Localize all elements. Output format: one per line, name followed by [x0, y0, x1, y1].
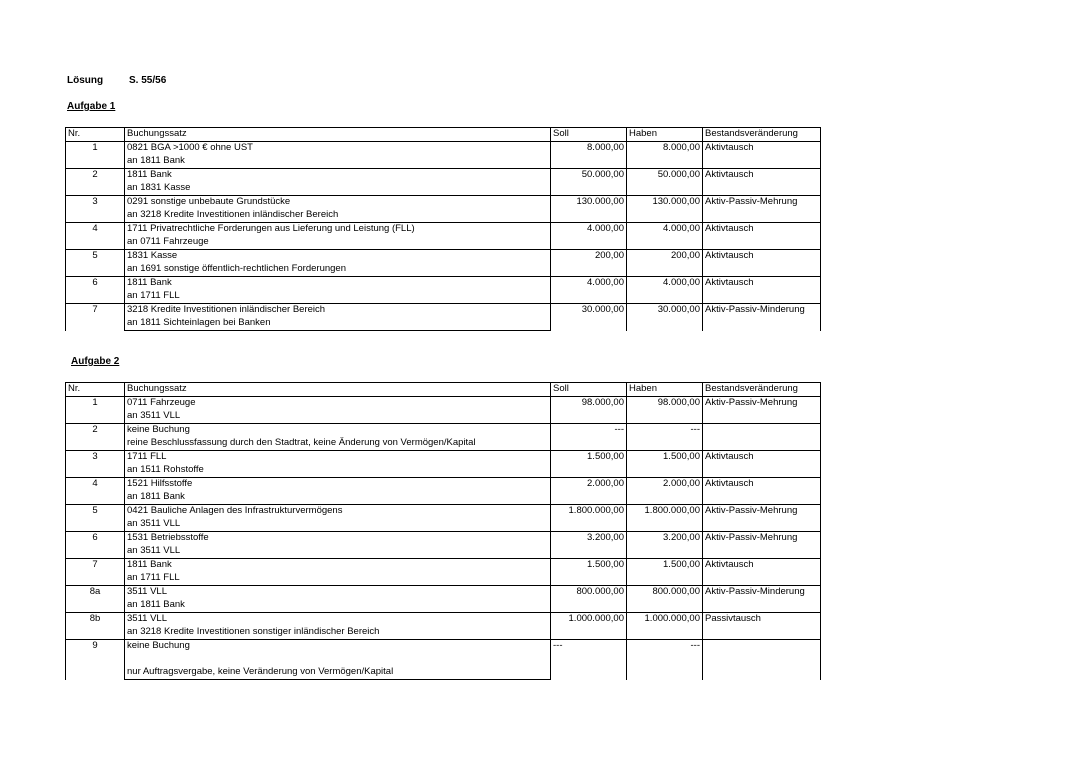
- haben-amount: 800.000,00: [627, 586, 703, 613]
- table-row: [66, 640, 821, 680]
- entry-number: 2: [66, 169, 125, 196]
- bestand-type: [703, 640, 821, 680]
- soll-amount: 3.200,00: [551, 532, 627, 559]
- soll-amount: 4.000,00: [551, 277, 627, 304]
- entry-number: 5: [66, 250, 125, 277]
- bestand-type: [703, 424, 821, 451]
- haben-amount: 2.000,00: [627, 478, 703, 505]
- col-buchungssatz: Buchungssatz: [125, 128, 551, 142]
- debit-account: 1711 FLL: [125, 451, 551, 465]
- debit-account: 1711 Privatrechtliche Forderungen aus Lieferung und Leistung (FLL): [125, 223, 551, 237]
- debit-account: 1521 Hilfsstoffe: [125, 478, 551, 492]
- col-haben: Haben: [627, 383, 703, 397]
- entry-number: 8b: [66, 613, 125, 640]
- haben-amount: ---: [627, 424, 703, 451]
- page-reference: S. 55/56: [129, 75, 167, 86]
- entry-number: 8a: [66, 586, 125, 613]
- debit-account: keine Buchung: [125, 424, 551, 438]
- aufgabe2-table: [65, 382, 821, 680]
- credit-account: an 3511 VLL: [125, 545, 551, 559]
- debit-account: 1811 Bank: [125, 277, 551, 291]
- credit-account: nur Auftragsvergabe, keine Veränderung von Vermögen/Kapital: [125, 666, 551, 680]
- entry-number: 7: [66, 559, 125, 586]
- col-nr: Nr.: [66, 383, 125, 397]
- table-row: [66, 223, 821, 250]
- debit-account: 3511 VLL: [125, 586, 551, 600]
- table-row: [66, 532, 821, 559]
- bestand-type: Aktivtausch: [703, 142, 821, 169]
- table-row: [66, 169, 821, 196]
- soll-amount: 1.800.000,00: [551, 505, 627, 532]
- soll-amount: 50.000,00: [551, 169, 627, 196]
- haben-amount: 1.500,00: [627, 451, 703, 478]
- col-buchungssatz: Buchungssatz: [125, 383, 551, 397]
- soll-amount: 4.000,00: [551, 223, 627, 250]
- debit-account: 1811 Bank: [125, 169, 551, 183]
- credit-account: an 1511 Rohstoffe: [125, 464, 551, 478]
- table-header: [66, 128, 821, 142]
- haben-amount: 98.000,00: [627, 397, 703, 424]
- entry-number: 6: [66, 277, 125, 304]
- debit-account: 0821 BGA >1000 € ohne UST: [125, 142, 551, 156]
- table-row: [66, 250, 821, 277]
- entry-number: 6: [66, 532, 125, 559]
- debit-account: 0711 Fahrzeuge: [125, 397, 551, 411]
- table-row: [66, 586, 821, 613]
- soll-amount: 98.000,00: [551, 397, 627, 424]
- haben-amount: 130.000,00: [627, 196, 703, 223]
- page-title: [67, 75, 167, 86]
- bestand-type: Aktivtausch: [703, 559, 821, 586]
- col-bestand: Bestandsveränderung: [703, 383, 821, 397]
- credit-account: an 3218 Kredite Investitionen sonstiger inländischer Bereich: [125, 626, 551, 640]
- haben-amount: ---: [627, 640, 703, 680]
- entry-number: 4: [66, 223, 125, 250]
- bestand-type: Aktivtausch: [703, 223, 821, 250]
- entry-number: 9: [66, 640, 125, 680]
- haben-amount: 30.000,00: [627, 304, 703, 331]
- bestand-type: Aktiv-Passiv-Mehrung: [703, 397, 821, 424]
- soll-amount: ---: [551, 424, 627, 451]
- entry-number: 3: [66, 196, 125, 223]
- entry-number: 7: [66, 304, 125, 331]
- credit-account: an 1811 Bank: [125, 599, 551, 613]
- table-row: [66, 397, 821, 424]
- table-row: [66, 451, 821, 478]
- debit-account: 0291 sonstige unbebaute Grundstücke: [125, 196, 551, 210]
- table-row: [66, 277, 821, 304]
- table-row: [66, 613, 821, 640]
- soll-amount: 130.000,00: [551, 196, 627, 223]
- entry-number: 3: [66, 451, 125, 478]
- credit-account: an 0711 Fahrzeuge: [125, 236, 551, 250]
- credit-account: an 1691 sonstige öffentlich-rechtlichen Forderungen: [125, 263, 551, 277]
- bestand-type: Aktiv-Passiv-Mehrung: [703, 532, 821, 559]
- credit-account: reine Beschlussfassung durch den Stadtrat, keine Änderung von Vermögen/Kapital: [125, 437, 551, 451]
- debit-account: 1831 Kasse: [125, 250, 551, 264]
- bestand-type: Aktiv-Passiv-Mehrung: [703, 196, 821, 223]
- soll-amount: 1.000.000,00: [551, 613, 627, 640]
- haben-amount: 8.000,00: [627, 142, 703, 169]
- bestand-type: Aktivtausch: [703, 478, 821, 505]
- col-haben: Haben: [627, 128, 703, 142]
- entry-number: 1: [66, 397, 125, 424]
- col-nr: Nr.: [66, 128, 125, 142]
- soll-amount: 200,00: [551, 250, 627, 277]
- credit-account: an 1811 Sichteinlagen bei Banken: [125, 317, 551, 331]
- table-header: [66, 383, 821, 397]
- bestand-type: Aktiv-Passiv-Minderung: [703, 586, 821, 613]
- aufgabe1-title: Aufgabe 1: [67, 101, 116, 112]
- table-row: [66, 505, 821, 532]
- table-row: [66, 196, 821, 223]
- col-soll: Soll: [551, 383, 627, 397]
- entry-number: 4: [66, 478, 125, 505]
- bestand-type: Aktiv-Passiv-Mehrung: [703, 505, 821, 532]
- soll-amount: 1.500,00: [551, 559, 627, 586]
- bestand-type: Aktivtausch: [703, 169, 821, 196]
- col-soll: Soll: [551, 128, 627, 142]
- soll-amount: 8.000,00: [551, 142, 627, 169]
- haben-amount: 1.000.000,00: [627, 613, 703, 640]
- aufgabe1-table: [65, 127, 821, 331]
- haben-amount: 50.000,00: [627, 169, 703, 196]
- credit-account: an 1811 Bank: [125, 491, 551, 505]
- entry-number: 2: [66, 424, 125, 451]
- credit-account: an 3511 VLL: [125, 518, 551, 532]
- haben-amount: 200,00: [627, 250, 703, 277]
- aufgabe2-title: Aufgabe 2: [71, 356, 120, 367]
- soll-amount: 30.000,00: [551, 304, 627, 331]
- haben-amount: 1.800.000,00: [627, 505, 703, 532]
- spacer-cell: [125, 653, 551, 666]
- table-row: [66, 478, 821, 505]
- soll-amount: ---: [551, 640, 627, 680]
- debit-account: 3511 VLL: [125, 613, 551, 627]
- debit-account: keine Buchung: [125, 640, 551, 654]
- entry-number: 5: [66, 505, 125, 532]
- bestand-type: Aktiv-Passiv-Minderung: [703, 304, 821, 331]
- credit-account: an 1711 FLL: [125, 572, 551, 586]
- table-row: [66, 142, 821, 169]
- credit-account: an 1711 FLL: [125, 290, 551, 304]
- debit-account: 1811 Bank: [125, 559, 551, 573]
- bestand-type: Aktivtausch: [703, 451, 821, 478]
- solution-title: Lösung: [67, 75, 104, 86]
- credit-account: an 1831 Kasse: [125, 182, 551, 196]
- col-bestand: Bestandsveränderung: [703, 128, 821, 142]
- soll-amount: 800.000,00: [551, 586, 627, 613]
- debit-account: 1531 Betriebsstoffe: [125, 532, 551, 546]
- credit-account: an 3511 VLL: [125, 410, 551, 424]
- table-row: [66, 304, 821, 331]
- bestand-type: Aktivtausch: [703, 277, 821, 304]
- entry-number: 1: [66, 142, 125, 169]
- bestand-type: Aktivtausch: [703, 250, 821, 277]
- haben-amount: 1.500,00: [627, 559, 703, 586]
- table-row: [66, 559, 821, 586]
- haben-amount: 4.000,00: [627, 223, 703, 250]
- haben-amount: 4.000,00: [627, 277, 703, 304]
- debit-account: 0421 Bauliche Anlagen des Infrastrukturvermögens: [125, 505, 551, 519]
- debit-account: 3218 Kredite Investitionen inländischer Bereich: [125, 304, 551, 318]
- soll-amount: 2.000,00: [551, 478, 627, 505]
- bestand-type: Passivtausch: [703, 613, 821, 640]
- haben-amount: 3.200,00: [627, 532, 703, 559]
- credit-account: an 1811 Bank: [125, 155, 551, 169]
- credit-account: an 3218 Kredite Investitionen inländischer Bereich: [125, 209, 551, 223]
- soll-amount: 1.500,00: [551, 451, 627, 478]
- table-row: [66, 424, 821, 451]
